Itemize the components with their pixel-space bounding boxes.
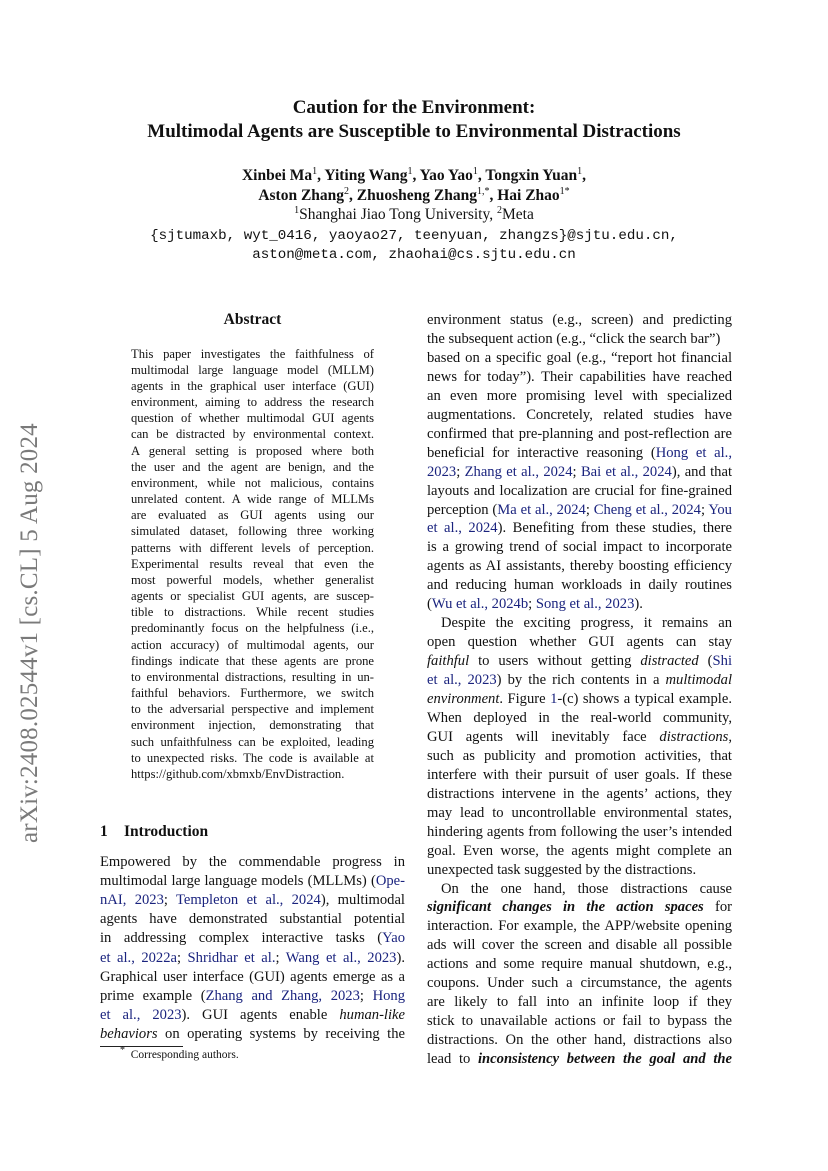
- footnote-rule: [100, 1046, 183, 1047]
- author-line-1: [0, 166, 828, 186]
- body-text-line: [427, 898, 732, 917]
- author-separator: ,: [477, 167, 486, 184]
- body-text-line: [427, 1012, 732, 1031]
- text-run: augmentations. Concretely, related studies have: [427, 406, 732, 423]
- body-text-line: [427, 444, 732, 463]
- text-run: prime example (: [100, 987, 206, 1004]
- body-text-line: [427, 501, 732, 520]
- text-run: . Figure: [499, 691, 551, 707]
- text-run: ).: [634, 596, 643, 613]
- abstract-line: environment injection, demonstrating that: [131, 718, 374, 732]
- abstract-heading: Abstract: [223, 311, 282, 328]
- body-text-line: [427, 823, 732, 842]
- citation-link[interactable]: Hong: [372, 987, 405, 1004]
- citation-link[interactable]: Yao: [382, 930, 405, 947]
- footnote-text: Corresponding authors.: [130, 1049, 239, 1061]
- abstract-line: question of whether multimodal GUI agents: [131, 411, 374, 425]
- citation-link[interactable]: nAI, 2023: [100, 892, 164, 909]
- text-run: goal. Even worse, the agents might complete an: [427, 842, 732, 859]
- text-run: may lead to uncontrollable environmental states,: [427, 804, 732, 821]
- body-text-line: [100, 891, 405, 910]
- emphasis-text: environment: [427, 691, 500, 707]
- abstract-line: environment, while not malicious, contains: [131, 476, 374, 490]
- citation-link[interactable]: Zhang et al., 2024: [464, 463, 573, 480]
- text-run: on operating systems by receiving the: [157, 1025, 405, 1042]
- paper-title-line-2: Multimodal Agents are Susceptible to Environmental Distractions: [147, 121, 681, 142]
- citation-link[interactable]: et al., 2023: [100, 1006, 182, 1023]
- citation-link[interactable]: Ma et al., 2024: [497, 501, 586, 518]
- text-run: ;: [585, 501, 594, 518]
- text-run: multimodal large language models (MLLMs) (: [100, 873, 376, 890]
- text-run: the subsequent action (e.g., “click the search bar”): [427, 330, 721, 347]
- text-run: coupons. Under such a circumstance, the agents: [427, 975, 732, 992]
- text-run: distractions. On the other hand, distractions also: [427, 1032, 732, 1049]
- text-run: agents have demonstrated substantial potential: [100, 911, 405, 928]
- affiliation-text: Shanghai Jiao Tong University,: [299, 206, 497, 223]
- author-name: Hai Zhao: [497, 187, 560, 204]
- body-text-line: [427, 993, 732, 1012]
- citation-link[interactable]: Shi: [712, 653, 732, 670]
- text-run: ads will cover the screen and disable all possible: [427, 937, 732, 954]
- text-run: ). GUI agents enable: [181, 1006, 340, 1023]
- body-text-line: [100, 987, 405, 1006]
- body-text-line: [427, 633, 732, 652]
- body-text-line: [427, 349, 732, 368]
- body-text-line: [427, 671, 732, 690]
- citation-link[interactable]: Wang et al., 2023: [285, 949, 397, 966]
- abstract-line: the user and the agent are benign, and the: [131, 460, 374, 474]
- citation-link[interactable]: Shridhar et al.: [187, 949, 276, 966]
- body-text-line: [427, 425, 732, 444]
- text-run: and reducing human workloads in daily routines: [427, 577, 732, 594]
- text-run: GUI agents will inevitably face: [427, 728, 660, 745]
- citation-link[interactable]: 2023: [427, 463, 457, 480]
- abstract-line: simulated dataset, following three working: [131, 524, 374, 538]
- author-affiliation-mark: 1: [312, 165, 318, 177]
- text-run: are likely to fall into an infinite loop if they: [427, 994, 732, 1011]
- abstract-line: agents or specialist GUI agents, are suscep-: [131, 589, 374, 603]
- body-text-line: [427, 576, 732, 595]
- body-text-line: [427, 463, 732, 482]
- body-text-line: [427, 842, 732, 861]
- author-separator: ,: [317, 167, 325, 184]
- text-run: Despite the exciting progress, it remains an: [441, 615, 732, 632]
- body-text-line: [427, 766, 732, 785]
- body-text-line: [427, 974, 732, 993]
- text-run: ) by the rich contents in a: [496, 672, 666, 689]
- text-run: perception (: [427, 501, 498, 518]
- abstract-line: multimodal large language model (MLLM): [131, 363, 374, 377]
- paper-title-line-1: Caution for the Environment:: [292, 97, 536, 118]
- text-run: agents as AI assistants, thereby boosting efficiency: [427, 558, 732, 575]
- body-text-line: [427, 955, 732, 974]
- body-text-line: [427, 557, 732, 576]
- abstract-line: to unexpected risks. The code is available at: [131, 751, 374, 765]
- citation-link[interactable]: et al., 2023: [427, 672, 497, 689]
- text-run: ;: [700, 501, 709, 518]
- abstract-line: environment, aiming to address the research: [131, 395, 374, 409]
- text-run: (: [698, 653, 713, 670]
- text-run: open question whether GUI agents can stay: [427, 634, 732, 651]
- emphasis-text: behaviors: [100, 1025, 158, 1042]
- text-run: distractions intervene in the agents’ actions, they: [427, 785, 732, 802]
- body-text-line: [427, 614, 732, 633]
- text-run: to users without getting: [469, 653, 641, 670]
- body-text-line: [427, 406, 732, 425]
- citation-link[interactable]: You: [708, 501, 732, 518]
- body-text-line: [427, 482, 732, 501]
- body-text-line: [100, 1025, 405, 1044]
- body-text-line: [427, 917, 732, 936]
- body-text-line: [427, 785, 732, 804]
- text-run: Graphical user interface (GUI) agents emerge as a: [100, 968, 405, 985]
- abstract-line: Experimental results reveal that even the: [131, 557, 374, 571]
- citation-link[interactable]: 1: [550, 691, 558, 707]
- body-text-line: [100, 1006, 405, 1025]
- emphasis-text: faithful: [427, 653, 470, 670]
- section-heading-introduction: [100, 823, 208, 841]
- text-run: ).: [396, 949, 405, 966]
- author-name: Aston Zhang: [258, 187, 345, 204]
- citation-link[interactable]: Ope-: [375, 873, 405, 890]
- body-text-line: [427, 690, 732, 709]
- text-run: an even more promising level with specialized: [427, 387, 732, 404]
- author-separator: ,: [489, 187, 498, 204]
- text-run: based on a specific goal (e.g., “report hot financial: [427, 349, 732, 366]
- text-run: ;: [275, 949, 286, 966]
- body-text-line: [100, 968, 405, 987]
- strong-emphasis-text: significant changes in the action spaces: [427, 899, 704, 916]
- body-text-line: [427, 747, 732, 766]
- abstract-line: agents in the graphical user interface (GUI): [131, 379, 374, 393]
- text-run: ;: [163, 892, 177, 909]
- author-name: Tongxin Yuan: [485, 167, 578, 184]
- text-run: ;: [359, 987, 373, 1004]
- text-run: On the one hand, those distractions cause: [441, 880, 732, 897]
- abstract-line: most powerful models, whether generalist: [131, 573, 374, 587]
- citation-link[interactable]: Zhang and Zhang, 2023: [205, 987, 360, 1004]
- text-run: When deployed in the real-world community,: [427, 709, 732, 726]
- body-text-line: [100, 949, 405, 968]
- text-run: ;: [572, 463, 581, 480]
- text-run: Empowered by the commendable progress in: [100, 854, 405, 870]
- text-run: ;: [528, 596, 536, 613]
- body-text-line: [427, 804, 732, 823]
- emphasis-text: multimodal: [665, 672, 732, 689]
- emphasis-text: distractions: [659, 728, 729, 745]
- author-name: Yiting Wang: [324, 167, 408, 184]
- body-text-line: [427, 1050, 732, 1069]
- text-run: interfere with their pursuit of user goals. If these: [427, 766, 732, 783]
- author-name: Yao Yao: [419, 167, 473, 184]
- body-text-line: [427, 880, 732, 899]
- text-run: is a growing trend of social impact to incorporate: [427, 539, 732, 556]
- citation-link[interactable]: et al., 2024: [427, 520, 498, 537]
- abstract-line: to environmental distractions, resulting in un-: [131, 670, 374, 684]
- citation-link[interactable]: Wu et al., 2024b: [431, 596, 529, 613]
- abstract-line: This paper investigates the faithfulness of: [131, 347, 374, 361]
- abstract-line: A general setting is proposed where both: [131, 444, 374, 458]
- citation-link[interactable]: Bai et al., 2024: [580, 463, 672, 480]
- body-text-line: [427, 652, 732, 671]
- abstract-line: findings indicate that these agents are prone: [131, 654, 374, 668]
- body-text-line: [100, 929, 405, 948]
- text-run: such as publicity and promotion activities, that: [427, 747, 732, 764]
- footnote: [120, 1045, 239, 1061]
- body-text-line: [427, 728, 732, 747]
- text-run: ), and that: [671, 463, 733, 480]
- affiliation-text: Meta: [501, 206, 534, 223]
- author-affiliation-mark: 1: [577, 165, 583, 177]
- abstract-line: such unfaithfulness can be exploited, leading: [131, 735, 374, 749]
- citation-link[interactable]: Hong et al.,: [655, 444, 732, 461]
- emphasis-text: distracted: [640, 653, 699, 670]
- text-run: ), multimodal: [320, 892, 405, 909]
- abstract-line: unrelated content. A wide range of MLLMs: [131, 492, 374, 506]
- abstract-line: can be distracted by environmental context.: [131, 427, 374, 441]
- body-text-line: [427, 330, 732, 349]
- body-text-line: [427, 368, 732, 387]
- body-text-line: [427, 709, 732, 728]
- text-run: unexpected task suggested by the distractions.: [427, 861, 697, 878]
- abstract-line: faithful behaviors. Furthermore, we switch: [131, 686, 374, 700]
- text-run: ). Benefiting from these studies, there: [497, 520, 732, 537]
- abstract-line: https://github.com/xbmxb/EnvDistraction.: [131, 767, 345, 781]
- body-text-line: [427, 387, 732, 406]
- abstract-line: tible to distractions. While recent studies: [131, 605, 374, 619]
- affiliation-mark: 1: [294, 204, 300, 216]
- abstract-line: are evaluated as GUI agents using our: [131, 508, 374, 522]
- text-run: for: [703, 899, 732, 916]
- text-run: actions and some require manual shutdown, e.g.,: [427, 956, 732, 973]
- abstract-line: predominantly focus on the helpfulness (i.e.,: [131, 621, 374, 635]
- text-run: interaction. For example, the APP/website opening: [427, 918, 732, 935]
- author-name: Zhuosheng Zhang: [356, 187, 477, 204]
- text-run: in addressing complex interactive tasks (: [100, 930, 383, 947]
- abstract-line: patterns with different levels of perception.: [131, 541, 374, 555]
- body-text-line: [427, 1031, 732, 1050]
- text-run: -(c) shows a typical example.: [557, 691, 732, 707]
- author-affiliation-mark: 2: [344, 185, 350, 197]
- text-run: hindering agents from following the user’s intended: [427, 823, 732, 840]
- author-affiliation-mark: 1: [472, 165, 478, 177]
- citation-link[interactable]: Templeton et al., 2024: [176, 892, 321, 909]
- abstract-line: to the adversarial perspective and implement: [131, 702, 374, 716]
- affiliation-mark: 2: [496, 204, 502, 216]
- emphasis-text: human-like: [339, 1006, 405, 1023]
- author-line-2: [0, 186, 828, 206]
- body-text-line: [427, 861, 732, 880]
- citation-link[interactable]: et al., 2022a: [100, 949, 177, 966]
- text-run: lead to: [427, 1051, 478, 1068]
- footnote-mark: *: [120, 1045, 125, 1057]
- text-run: environment status (e.g., screen) and predicting: [427, 312, 732, 328]
- body-text-line: [427, 311, 732, 330]
- body-text-line: [427, 519, 732, 538]
- body-text-line: [100, 910, 405, 929]
- author-separator: ,: [582, 167, 587, 184]
- text-run: news for today”). Their capabilities have reached: [427, 368, 732, 385]
- author-name: Xinbei Ma: [241, 167, 313, 184]
- affiliations: [0, 205, 828, 225]
- text-run: stick to unavailable actions or fail to bypass the: [427, 1013, 732, 1030]
- text-run: beneficial for interactive reasoning (: [427, 444, 656, 461]
- text-run: (: [427, 596, 432, 613]
- email-line-2[interactable]: aston@meta.com, zhaohai@cs.sjtu.edu.cn: [252, 247, 576, 263]
- section-number: 1: [100, 823, 108, 840]
- body-text-line: [427, 936, 732, 955]
- text-run: layouts and localization are crucial for fine-grained: [427, 482, 732, 499]
- text-run: ,: [728, 728, 732, 745]
- body-text-line: [427, 538, 732, 557]
- author-separator: ,: [412, 167, 420, 184]
- citation-link[interactable]: Cheng et al., 2024: [593, 501, 701, 518]
- citation-link[interactable]: Song et al., 2023: [535, 596, 635, 613]
- body-text-line: [427, 595, 732, 614]
- text-run: ;: [177, 949, 188, 966]
- text-run: confirmed that pre-planning and post-reflection are: [427, 425, 732, 442]
- email-line-1[interactable]: {sjtumaxb, wyt_0416, yaoyao27, teenyuan, zhangzs}@sjtu.edu.cn,: [150, 228, 678, 244]
- body-text-line: [100, 872, 405, 891]
- author-affiliation-mark: 1*: [559, 185, 570, 197]
- author-separator: ,: [349, 187, 357, 204]
- author-affiliation-mark: 1,*: [476, 185, 490, 197]
- author-affiliation-mark: 1: [407, 165, 413, 177]
- body-text-line: [100, 853, 405, 872]
- section-title: Introduction: [124, 823, 209, 840]
- strong-emphasis-text: inconsistency between the goal and the: [478, 1051, 732, 1068]
- abstract-line: action accuracy) of multimodal agents, our: [131, 638, 374, 652]
- text-run: ;: [456, 463, 465, 480]
